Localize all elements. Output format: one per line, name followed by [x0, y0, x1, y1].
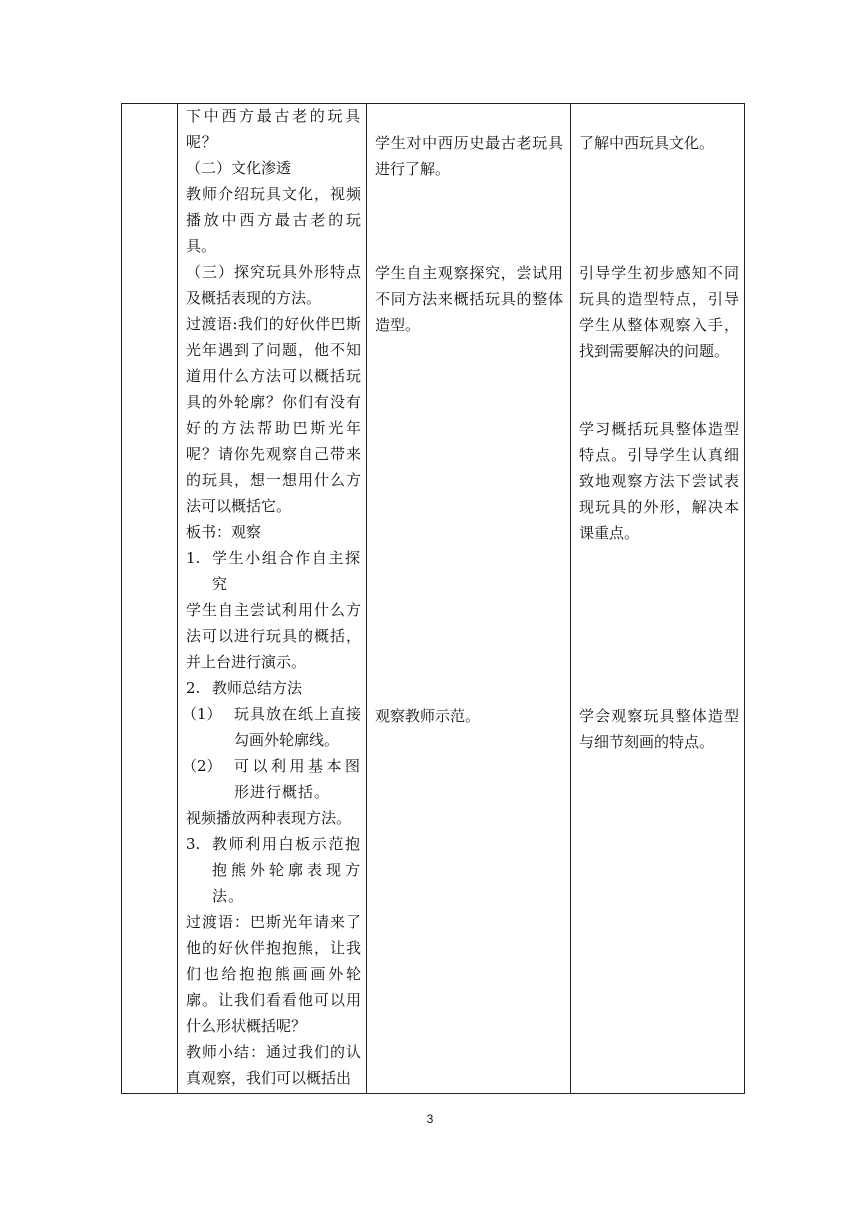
sub-item — [182, 701, 361, 753]
sub-item — [182, 753, 361, 805]
paragraph: 过渡语：巴斯光年请来了他的好伙伴抱抱熊，让我们也给抱抱熊画画外轮廓。让我们看看他可以用什么形状概括呢？ — [186, 913, 361, 1035]
column-divider-2 — [366, 103, 367, 1094]
item-number: 2. — [186, 679, 201, 697]
design-intent-text: 引导学生初步感知不同玩具的造型特点，引导学生从整体观察入手，找到需要解决的问题。 — [579, 264, 739, 360]
table-border-left — [121, 103, 122, 1094]
item-number: （2） — [182, 757, 222, 775]
student-activity-text: 学生自主观察探究，尝试用不同方法来概括玩具的整体造型。 — [375, 264, 563, 334]
paragraph: 教师小结：通过我们的认真观察，我们可以概括出 — [186, 1043, 361, 1087]
student-activity-text: 学生对中西历史最古老玩具进行了解。 — [375, 134, 563, 178]
table-border-right — [744, 103, 745, 1094]
table-border-bottom — [121, 1093, 745, 1094]
item-text: 学生小组合作自主探究 — [212, 549, 361, 593]
item-number: 3. — [186, 835, 201, 853]
paragraph: 过渡语:我们的好伙伴巴斯光年遇到了问题，他不知道用什么方法可以概括玩具的外轮廓？你们有没有好的方法帮助巴斯光年呢？请你先观察自己带来的玩具，想一想用什么方法可以概括它。 — [186, 315, 361, 515]
paragraph: 学生自主尝试利用什么方法可以进行玩具的概括，并上台进行演示。 — [186, 601, 361, 671]
numbered-item — [186, 545, 361, 597]
item-text: 教师利用白板示范抱抱熊外轮廓表现方法。 — [212, 835, 361, 905]
item-text: 玩具放在纸上直接勾画外轮廓线。 — [234, 705, 361, 749]
numbered-item — [186, 675, 361, 701]
item-number: 1. — [186, 549, 201, 567]
lesson-plan-table — [121, 103, 745, 1094]
student-activity-text: 观察教师示范。 — [375, 707, 481, 725]
item-text: 可以利用基本图形进行概括。 — [234, 757, 361, 801]
design-intent-text: 学习概括玩具整体造型特点。引导学生认真细致地观察方法下尝试表现玩具的外形，解决本课重点。 — [579, 420, 739, 542]
section-heading: （三）探究玩具外形特点及概括表现的方法。 — [186, 263, 361, 307]
paragraph: 下中西方最古老的玩具呢？ — [186, 107, 361, 151]
section-heading: （二）文化渗透 — [186, 159, 292, 177]
page-number: 3 — [426, 1112, 434, 1126]
design-intent-text: 学会观察玩具整体造型与细节刻画的特点。 — [579, 707, 739, 751]
paragraph: 板书：观察 — [186, 523, 262, 541]
column-divider-1 — [177, 103, 178, 1094]
design-intent-text: 了解中西玩具文化。 — [579, 134, 715, 152]
item-number: （1） — [182, 705, 222, 723]
item-text: 教师总结方法 — [212, 679, 303, 697]
column-divider-3 — [570, 103, 571, 1094]
paragraph: 教师介绍玩具文化，视频播放中西方最古老的玩具。 — [186, 185, 361, 255]
paragraph: 视频播放两种表现方法。 — [186, 809, 352, 827]
numbered-item — [186, 831, 361, 909]
teacher-activity-cell — [182, 103, 361, 1091]
